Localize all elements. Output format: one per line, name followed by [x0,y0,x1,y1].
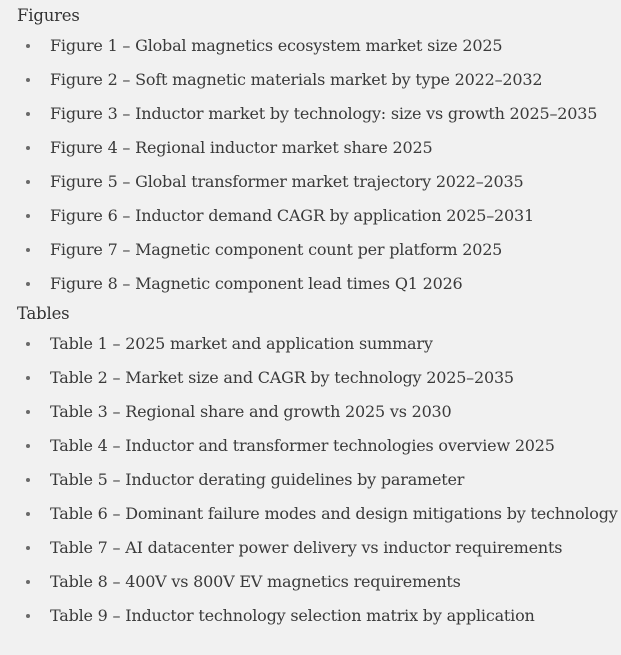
table-item-1[interactable] [17,327,621,361]
bullet-icon [26,614,30,618]
bullet-icon [26,546,30,550]
figure-item-7[interactable] [17,233,621,267]
figure-item-4[interactable] [17,131,621,165]
bullet-icon [26,112,30,116]
bullet-icon [26,512,30,516]
table-item-label: Table 6 – Dominant failure modes and design mitigations by technology [50,504,618,523]
figure-item-label: Figure 7 – Magnetic component count per platform 2025 [50,240,503,259]
bullet-icon [26,282,30,286]
bullet-icon [26,580,30,584]
table-item-label: Table 9 – Inductor technology selection matrix by application [50,606,535,625]
figure-item-label: Figure 4 – Regional inductor market share 2025 [50,138,433,157]
bullet-icon [26,478,30,482]
bullet-icon [26,444,30,448]
table-item-6[interactable] [17,497,621,531]
figures-heading: Figures [17,6,80,25]
table-item-label: Table 2 – Market size and CAGR by technology 2025–2035 [50,368,514,387]
table-item-label: Table 8 – 400V vs 800V EV magnetics requirements [50,572,461,591]
bullet-icon [26,146,30,150]
figure-item-label: Figure 1 – Global magnetics ecosystem market size 2025 [50,36,503,55]
table-item-2[interactable] [17,361,621,395]
bullet-icon [26,410,30,414]
bullet-icon [26,180,30,184]
figure-item-1[interactable] [17,29,621,63]
figure-item-label: Figure 8 – Magnetic component lead times Q1 2026 [50,274,463,293]
bullet-icon [26,248,30,252]
figure-item-label: Figure 3 – Inductor market by technology: size vs growth 2025–2035 [50,104,598,123]
bullet-icon [26,376,30,380]
table-item-7[interactable] [17,531,621,565]
figure-item-2[interactable] [17,63,621,97]
figure-item-label: Figure 6 – Inductor demand CAGR by application 2025–2031 [50,206,534,225]
table-item-4[interactable] [17,429,621,463]
tables-list [17,327,621,633]
table-item-3[interactable] [17,395,621,429]
figure-item-label: Figure 2 – Soft magnetic materials market by type 2022–2032 [50,70,543,89]
figure-item-label: Figure 5 – Global transformer market trajectory 2022–2035 [50,172,524,191]
table-item-label: Table 7 – AI datacenter power delivery vs inductor requirements [50,538,563,557]
table-item-label: Table 5 – Inductor derating guidelines by parameter [50,470,465,489]
figure-item-8[interactable] [17,267,621,301]
figure-item-5[interactable] [17,165,621,199]
figure-item-6[interactable] [17,199,621,233]
table-item-9[interactable] [17,599,621,633]
figures-list [17,29,621,301]
table-item-label: Table 3 – Regional share and growth 2025 vs 2030 [50,402,452,421]
bullet-icon [26,342,30,346]
tables-heading: Tables [17,304,70,323]
table-item-label: Table 4 – Inductor and transformer technologies overview 2025 [50,436,555,455]
bullet-icon [26,44,30,48]
table-item-5[interactable] [17,463,621,497]
table-item-label: Table 1 – 2025 market and application summary [50,334,433,353]
table-item-8[interactable] [17,565,621,599]
figure-item-3[interactable] [17,97,621,131]
bullet-icon [26,214,30,218]
bullet-icon [26,78,30,82]
